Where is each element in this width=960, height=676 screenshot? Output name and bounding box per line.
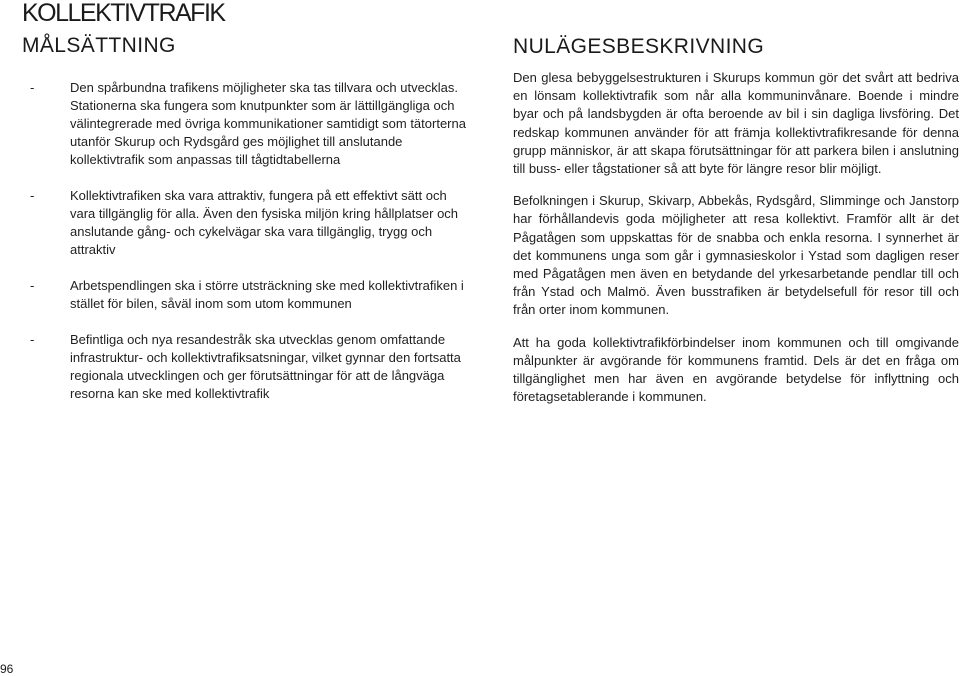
bullet-dash: - [30,80,35,95]
description-body [513,69,959,420]
description-paragraph: Att ha goda kollektivtrafikförbindelser inom kommunen och till omgivande målpunkter är avgörande för kommunens framtid. Dels är det en fråga om tillgänglighet men har även en avgörande betydelse för inflyttning och företagsetablerande i kommunen. [513,334,959,405]
goals-list [30,79,470,421]
bullet-dash: - [30,332,35,347]
goal-item [30,277,470,313]
goal-item [30,79,470,169]
bullet-dash: - [30,278,35,293]
description-paragraph: Befolkningen i Skurup, Skivarp, Abbekås, Rydsgård, Slimminge och Janstorp har förhållandevis goda möjligheter att resa kollektivt. Framför allt är det Pågatågen som uppskattas för de snabba och enkla resorna. I synnerhet är det kommunens unga som går i gymnasieskolor i Ystad som dagligen reser med Pågatågen men även en betydande del yrkesarbetande pendlar till och från Ystad och Malmö. Även busstrafiken är betydelsefull för resor till och från orter inom kommunen. [513,193,959,318]
goal-text: Den spårbundna trafikens möjligheter ska tas tillvara och utvecklas. Stationerna ska fungera som knutpunkter som är lättillgängliga och välintegrerade med övriga kommunikationer samtidigt som tätorterna utanför Skurup och Rydsgård ges möjlighet till anslutande kollektivtrafik som anpassas till tågtidtabellerna [70,80,466,167]
page-title: KOLLEKTIVTRAFIK [22,0,225,27]
goal-item [30,331,470,403]
page-number: 96 [0,662,14,676]
malsattning-heading: MÅLSÄTTNING [22,34,176,57]
goal-item [30,187,470,259]
description-paragraph: Den glesa bebyggelsestrukturen i Skurups kommun gör det svårt att bedriva en lönsam kollektivtrafik som når alla kommuninvånare. Boende i mindre byar och på landsbygden är ofta beroende av bil i sin dagliga livsföring. Det redskap kommunen använder för att främja kollektivtrafikresande för denna grupp människor, är att skapa förutsättningar för att parkera bilen i anslutning till buss- eller tågstationer så att byte för längre resor blir möjligt. [513,70,959,177]
goal-text: Kollektivtrafiken ska vara attraktiv, fungera på ett effektivt sätt och vara tillgänglig för alla. Även den fysiska miljön kring hållplatser och anslutande gång- och cykelvägar ska vara tillgänglig, trygg och attraktiv [70,188,459,257]
goal-text: Arbetspendlingen ska i större utsträckning ske med kollektivtrafiken i stället för bilen, såväl inom som utom kommunen [70,278,464,311]
bullet-dash: - [30,188,35,203]
goal-text: Befintliga och nya resandestråk ska utvecklas genom omfattande infrastruktur- och kollektivtrafiksatsningar, vilket gynnar den fortsatta regionala utvecklingen och ger förutsättningar för att de långväga resorna kan ske med kollektivtrafik [70,332,461,401]
nulagesbeskrivning-heading: NULÄGESBESKRIVNING [513,35,765,58]
